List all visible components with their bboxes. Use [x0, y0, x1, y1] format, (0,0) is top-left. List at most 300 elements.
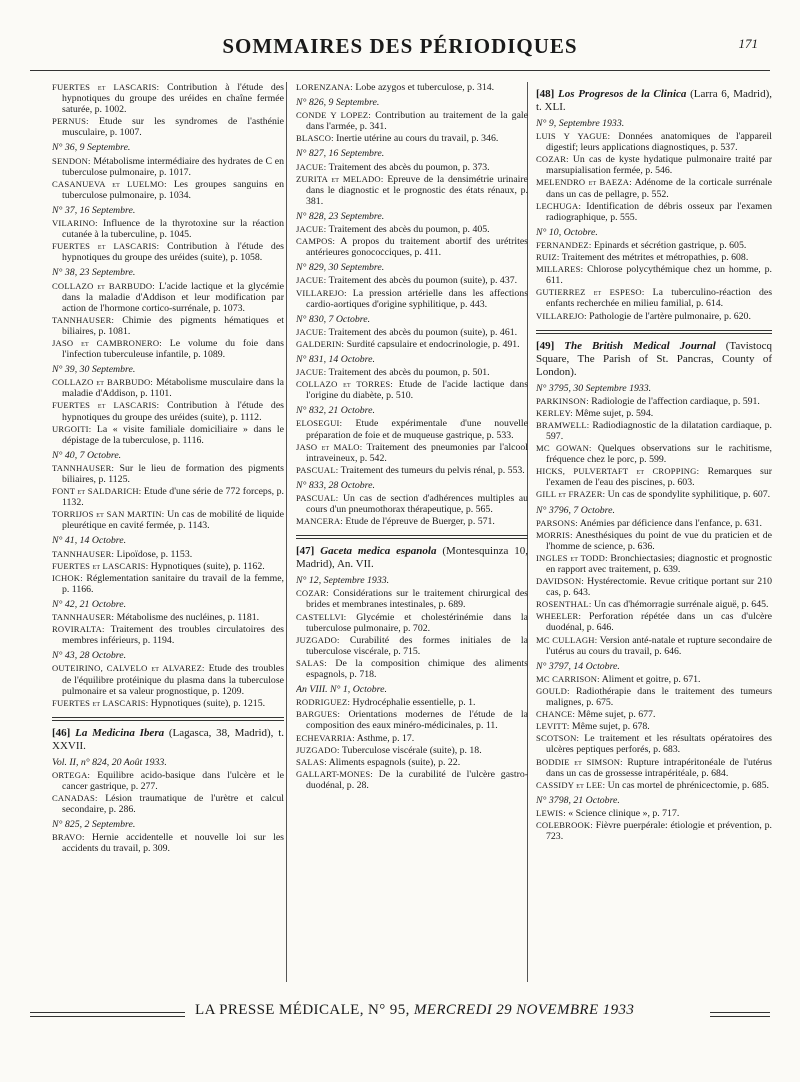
entry-title: Radiothérapie dans le traitement des tumeurs malignes, p. 675.	[546, 685, 772, 709]
column-1	[52, 82, 284, 982]
article-entry	[52, 698, 284, 709]
entry-title: Réglementation sanitaire du travail de la femme, p. 1166.	[62, 572, 284, 595]
article-entry	[296, 588, 528, 610]
entry-author: ROSENTHAL:	[536, 599, 592, 610]
entry-author: LEWIS:	[536, 807, 566, 818]
article-entry	[536, 264, 772, 286]
entry-title: Hystérectomie. Revue critique portant sur 210 cas, p. 643.	[546, 576, 772, 599]
entry-author: SALAS:	[296, 756, 327, 767]
article-entry	[536, 733, 772, 755]
entry-title: Sur le lieu de formation des pigments biliaires, p. 1125.	[62, 462, 284, 485]
entry-title: Les groupes sanguins en tuberculose pulmonaire, p. 1034.	[62, 178, 284, 201]
entry-title: Inertie utérine au cours du travail, p. 346.	[336, 133, 499, 145]
entry-author: JASO et MALO:	[296, 441, 363, 452]
entry-title: Traitement des métrites et métropathies, p. 608.	[561, 252, 749, 264]
journal-heading	[536, 340, 772, 379]
column-2	[296, 82, 528, 982]
article-entry	[52, 770, 284, 792]
issue-heading: N° 830, 7 Octobre.	[296, 313, 371, 325]
entry-author: PASCUAL:	[296, 493, 339, 503]
journal-heading	[52, 727, 284, 753]
issue-heading: N° 40, 7 Octobre.	[52, 449, 122, 461]
journal-address: (Tavistocq Square, The Parish of St. Pancras, County of London).	[536, 339, 772, 378]
journal-number: [49]	[536, 339, 555, 352]
entry-title: Hypnotiques (suite), p. 1215.	[150, 697, 266, 709]
entry-author: CASSIDY et LEE:	[536, 779, 606, 790]
entry-author: JASO et CAMBRONERO:	[52, 337, 162, 348]
issue-heading: N° 3797, 14 Octobre.	[536, 660, 620, 672]
entry-title: Identification de débris osseux par l'examen radiographique, p. 555.	[546, 200, 772, 223]
article-entry	[296, 658, 528, 680]
section-rule	[536, 330, 772, 334]
entry-title: De la composition chimique des aliments espagnols, p. 718.	[306, 657, 528, 681]
entry-title: Influence de la thyrotoxine sur la réaction cutanée à la tuberculine, p. 1045.	[62, 218, 284, 241]
article-entry	[296, 110, 528, 132]
journal-number: [48]	[536, 88, 555, 100]
entry-title: Adénome de la corticale surrénale dans un cas de pellagre, p. 552.	[546, 177, 772, 200]
article-entry	[296, 288, 528, 310]
article-entry	[52, 338, 284, 360]
article-entry	[296, 493, 528, 515]
entry-author: CANADAS:	[52, 793, 98, 804]
entry-author: GILL et FRAZER:	[536, 489, 606, 500]
entry-author: MC GOWAN:	[536, 443, 592, 454]
entry-title: Traitement des abcès du poumon, p. 405.	[328, 224, 490, 236]
entry-author: SENDON:	[52, 155, 91, 166]
entry-title: Métabolisme des nucléines, p. 1181.	[116, 612, 260, 624]
entry-author: BLASCO:	[296, 133, 334, 144]
article-entry	[536, 396, 772, 407]
entry-author: JACUE:	[296, 275, 327, 286]
article-entry	[52, 486, 284, 508]
issue-heading: N° 43, 28 Octobre.	[52, 650, 127, 662]
entry-author: CASANUEVA et LUELMO:	[52, 178, 167, 189]
issue-heading: N° 42, 21 Octobre.	[52, 598, 127, 610]
footer-date: MERCREDI 29 NOVEMBRE 1933	[413, 1002, 635, 1018]
entry-title: Etude de l'épreuve de Buerger, p. 571.	[345, 516, 495, 528]
entry-title: Curabilité des formes initiales de la tuberculose viscérale, p. 715.	[306, 634, 528, 657]
entry-title: Equilibre acido-basique dans l'ulcère et le cancer gastrique, p. 277.	[62, 769, 284, 792]
article-entry	[536, 686, 772, 708]
entry-title: De la curabilité de l'ulcère gastro-duodénal, p. 28.	[306, 768, 528, 791]
entry-title: Lobe azygos et tuberculose, p. 314.	[355, 82, 495, 93]
journal-heading	[296, 545, 528, 571]
issue-heading: N° 3798, 21 Octobre.	[536, 794, 620, 806]
entry-title: Version anté-natale et rupture secondaire de l'utérus au cours du travail, p. 646.	[546, 634, 772, 657]
footer-rule-right	[710, 1012, 770, 1017]
entry-title: Hydrocéphalie essentielle, p. 1.	[352, 697, 476, 709]
column-3	[536, 82, 772, 982]
issue-heading: N° 3795, 30 Septembre 1933.	[536, 382, 652, 394]
article-entry	[52, 509, 284, 531]
article-entry	[52, 82, 284, 115]
entry-author: JACUE:	[296, 224, 327, 235]
article-entry	[296, 733, 528, 744]
journal-address: (Montesquinza 10, Madrid), An. VII.	[296, 545, 528, 571]
entry-title: Métabolisme intermédiaire des hydrates de C en tuberculose pulmonaire, p. 1017.	[62, 155, 284, 178]
entry-title: Etude sur les syndromes de l'asthénie musculaire, p. 1007.	[62, 116, 284, 139]
entry-author: GALLART-MONES:	[296, 768, 373, 779]
article-entry	[52, 573, 284, 595]
entry-title: Un cas de kyste hydatique pulmonaire traité par marsupialisation fermée, p. 546.	[546, 154, 772, 177]
entry-title: « Science clinique », p. 717.	[568, 807, 680, 819]
article-entry	[52, 612, 284, 623]
issue-heading: N° 827, 16 Septembre.	[296, 148, 385, 160]
entry-author: FUERTES et LASCARIS:	[52, 697, 149, 708]
article-entry	[52, 793, 284, 815]
journal-address: (Lagasca, 38, Madrid), t. XXVII.	[52, 726, 284, 752]
article-entry	[52, 624, 284, 646]
issue-heading: N° 3796, 7 Octobre.	[536, 504, 615, 516]
article-entry	[52, 463, 284, 485]
entry-title: Un cas d'hémorragie surrénale aiguë, p. 645.	[593, 599, 769, 611]
entry-author: JUZGADO:	[296, 634, 340, 645]
entry-author: MELENDRO et BAEZA:	[536, 177, 632, 188]
entry-author: GUTIERREZ et ESPESO:	[536, 287, 645, 298]
entry-title: La pression artérielle dans les affections cardio-aortiques d'origine syphilitique, p. 443.	[306, 287, 528, 310]
entry-author: VILLAREJO:	[536, 310, 587, 321]
entry-author: VILLAREJO:	[296, 287, 347, 298]
page-title: SOMMAIRES DES PÉRIODIQUES	[222, 34, 578, 58]
entry-title: Le traitement et les résultats opératoires des ulcères peptiques perforés, p. 683.	[546, 733, 772, 756]
article-entry	[52, 281, 284, 314]
article-entry	[52, 116, 284, 138]
entry-author: JUZGADO:	[296, 744, 340, 755]
entry-title: Métabolisme musculaire dans la maladie d'Addison, p. 1101.	[62, 377, 284, 400]
entry-author: SALAS:	[296, 657, 327, 668]
entry-author: GALDERIN:	[296, 338, 345, 349]
article-entry	[296, 327, 528, 338]
entry-author: TORRIJOS et SAN MARTIN:	[52, 509, 165, 520]
entry-author: ELOSEGUI:	[296, 418, 343, 429]
article-entry	[536, 611, 772, 633]
entry-title: L'acide lactique et la glycémie dans la maladie d'Addison et leur modification par action de l'hormone cortico-surrénale, p. 1073.	[62, 280, 284, 314]
entry-title: Surdité capsulaire et endocrinologie, p. 491.	[346, 338, 520, 350]
entry-title: Fièvre puerpérale: étiologie et prévention, p. 723.	[546, 819, 772, 843]
entry-author: OUTEIRINO, CALVELO et ALVAREZ:	[52, 663, 205, 674]
entry-author: BARGUES:	[296, 709, 341, 720]
entry-author: MANCERA:	[296, 516, 343, 527]
entry-title: Traitement des troubles circulatoires des membres inférieurs, p. 1194.	[62, 624, 284, 647]
issue-heading: N° 10, Octobre.	[536, 226, 598, 238]
issue-heading: N° 12, Septembre 1933.	[296, 575, 390, 587]
entry-title: Quelques observations sur le rachitisme, fréquence chez le porc, p. 599.	[546, 443, 772, 466]
article-entry	[536, 489, 772, 500]
article-entry	[536, 576, 772, 598]
issue-heading: N° 826, 9 Septembre.	[296, 97, 380, 109]
entry-author: COLLAZO et BARBUDO:	[52, 377, 153, 388]
article-entry	[52, 424, 284, 446]
issue-heading: N° 37, 16 Septembre.	[52, 204, 136, 216]
issue-heading: Vol. II, n° 824, 20 Août 1933.	[52, 756, 167, 768]
article-entry	[536, 311, 772, 322]
article-entry	[536, 466, 772, 488]
entry-title: Chlorose polycythémique chez un homme, p. 611.	[546, 264, 772, 287]
entry-title: Anémies par déficience dans l'enfance, p. 631.	[579, 517, 762, 529]
article-entry	[536, 443, 772, 465]
section-rule	[296, 535, 528, 539]
entry-title: Même sujet, p. 677.	[577, 709, 656, 721]
article-entry	[52, 179, 284, 201]
entry-author: MILLARES:	[536, 264, 584, 275]
entry-author: LEVITT:	[536, 721, 570, 732]
article-entry	[536, 599, 772, 610]
article-entry	[296, 709, 528, 731]
entry-title: Bronchiectasies; diagnostic et prognostic en rapport avec traitement, p. 639.	[546, 552, 772, 575]
entry-title: Orientations modernes de l'étude de la composition des eaux minéro-médicinales, p. 11.	[306, 709, 528, 732]
entry-author: CONDE Y LOPEZ:	[296, 110, 371, 121]
article-entry	[536, 553, 772, 575]
article-entry	[536, 131, 772, 153]
entry-author: VILARINO:	[52, 218, 98, 229]
article-entry	[296, 275, 528, 286]
article-entry	[52, 241, 284, 263]
entry-title: Contribution à l'étude des hypnotiques du groupe des uréides en chaîne fermée saturée, p. 1002.	[62, 82, 284, 116]
entry-author: MORRIS:	[536, 529, 573, 540]
article-entry	[536, 177, 772, 199]
entry-title: Etude des troubles de l'équilibre protéinique du plasma dans la tuberculose pulmonaire et sa valeur prognostique, p. 1209.	[62, 663, 284, 697]
issue-heading: N° 831, 14 Octobre.	[296, 353, 375, 365]
article-entry	[536, 709, 772, 720]
entry-title: Pathologie de l'artère pulmonaire, p. 620.	[589, 310, 751, 322]
article-entry	[296, 339, 528, 350]
article-entry	[296, 174, 528, 207]
entry-title: Considérations sur le traitement chirurgical des brides et membranes intestinales, p. 689.	[306, 588, 528, 611]
issue-heading: An VIII. N° 1, Octobre.	[296, 684, 387, 696]
entry-title: A propos du traitement abortif des urétrites antérieures gonococciques, p. 411.	[306, 236, 528, 259]
entry-author: TANNHAUSER:	[52, 314, 115, 325]
article-entry	[52, 549, 284, 560]
issue-heading: N° 832, 21 Octobre.	[296, 405, 375, 417]
article-entry	[536, 757, 772, 779]
entry-title: Remarques sur l'examen de l'eau des piscines, p. 603.	[546, 466, 772, 489]
article-entry	[296, 612, 528, 634]
page-footer	[30, 1000, 770, 1026]
entry-title: Aliments espagnols (suite), p. 22.	[328, 756, 461, 768]
section-rule	[52, 717, 284, 721]
journal-name: Los Progresos de la Clinica	[558, 88, 687, 100]
entry-author: BODDIE et SIMSON:	[536, 756, 623, 767]
issue-heading: N° 38, 23 Septembre.	[52, 267, 136, 279]
entry-author: COLLAZO et BARBUDO:	[52, 280, 155, 291]
entry-author: CHANCE:	[536, 709, 576, 720]
issue-heading: N° 825, 2 Septembre.	[52, 819, 136, 831]
entry-title: Traitement des abcès du poumon, p. 373.	[328, 161, 490, 173]
article-entry	[296, 367, 528, 378]
entry-author: COLEBROOK:	[536, 819, 593, 830]
article-entry	[296, 516, 528, 527]
entry-author: MC CARRISON:	[536, 673, 600, 684]
entry-title: Epreuve de la densimétrie urinaire dans le diagnostic et le prognostic des états rénaux, p. 381.	[306, 173, 528, 207]
entry-author: ECHEVARRIA:	[296, 732, 355, 743]
issue-heading: N° 41, 14 Octobre.	[52, 535, 127, 547]
entry-author: DAVIDSON:	[536, 576, 584, 587]
entry-title: Hernie accidentelle et nouvelle loi sur les accidents du travail, p. 309.	[62, 832, 284, 855]
entry-author: FUERTES et LASCARIS:	[52, 400, 160, 411]
entry-author: PASCUAL:	[296, 464, 339, 475]
article-entry	[52, 561, 284, 572]
article-entry	[536, 635, 772, 657]
column-divider	[286, 82, 287, 982]
journal-name: Gaceta medica espanola	[320, 545, 437, 558]
entry-title: Données anatomiques de l'appareil digestif; leurs applications diagnostiques, p. 537.	[546, 131, 772, 154]
entry-author: ORTEGA:	[52, 769, 91, 780]
entry-title: Le volume du foie dans l'infection tuberculeuse infantile, p. 1089.	[62, 337, 284, 361]
article-entry	[296, 236, 528, 258]
article-entry	[536, 201, 772, 223]
article-entry	[296, 465, 528, 476]
entry-title: Etude d'une série de 772 forceps, p. 1132.	[62, 486, 284, 509]
article-entry	[296, 162, 528, 173]
entry-title: Anesthésiques du point de vue du praticien et de l'homme de science, p. 636.	[546, 529, 772, 552]
article-entry	[536, 240, 772, 251]
entry-author: FUERTES et LASCARIS:	[52, 82, 160, 92]
article-entry	[536, 518, 772, 529]
article-entry	[296, 379, 528, 401]
article-entry	[536, 420, 772, 442]
entry-title: Traitement des tumeurs du pelvis rénal, p. 553.	[340, 464, 525, 476]
article-entry	[536, 154, 772, 176]
entry-title: La tuberculino-réaction des enfants recherchée en milieu familial, p. 614.	[546, 287, 772, 310]
entry-title: Un cas de section d'adhérences multiples au cours d'un pneumothorax thérapeutique, p. 565.	[306, 493, 528, 516]
article-entry	[296, 442, 528, 464]
entry-title: Radiologie de l'affection cardiaque, p. 591.	[591, 395, 760, 407]
article-entry	[296, 82, 528, 93]
entry-author: BRAMWELL:	[536, 419, 590, 430]
article-entry	[536, 721, 772, 732]
issue-heading: N° 9, Septembre 1933.	[536, 118, 625, 129]
entry-author: INGLES et TODD:	[536, 552, 608, 563]
entry-title: Asthme, p. 17.	[356, 732, 415, 744]
entry-author: FUERTES et LASCARIS:	[52, 560, 149, 571]
article-entry	[296, 418, 528, 440]
entry-author: RODRIGUEZ:	[296, 697, 351, 708]
entry-author: LORENZANA:	[296, 82, 353, 92]
entry-author: PARKINSON:	[536, 395, 589, 406]
entry-title: Contribution à l'étude des hypnotiques du groupe des uréides (suite), p. 1058.	[62, 241, 284, 264]
entry-author: BRAVO:	[52, 832, 85, 843]
entry-title: Etude expérimentale d'une nouvelle préparation de foie et de muqueuse gastrique, p. 533.	[306, 418, 528, 441]
article-entry	[536, 408, 772, 419]
entry-author: RUIZ:	[536, 252, 560, 263]
entry-author: TANNHAUSER:	[52, 612, 115, 623]
entry-title: Etude de l'acide lactique dans l'origine du diabète, p. 510.	[306, 379, 528, 402]
journal-name: The British Medical Journal	[564, 339, 716, 352]
entry-title: Même sujet, p. 594.	[575, 407, 654, 419]
journal-number: [46]	[52, 726, 71, 739]
entry-title: Epinards et sécrétion gastrique, p. 605.	[593, 239, 747, 251]
journal-name: La Medicina Ibera	[75, 726, 165, 739]
entry-author: WHEELER:	[536, 611, 582, 622]
article-entry	[52, 400, 284, 422]
article-entry	[536, 252, 772, 263]
entry-author: COZAR:	[296, 588, 329, 599]
footer-text	[195, 1002, 634, 1019]
entry-title: Contribution au traitement de la gale dans l'armée, p. 341.	[306, 110, 528, 133]
entry-author: HICKS, PULVERTAFT et CROPPING:	[536, 466, 700, 477]
entry-title: Hypnotiques (suite), p. 1162.	[150, 560, 265, 572]
entry-author: TANNHAUSER:	[52, 548, 115, 559]
journal-address: (Larra 6, Madrid), t. XLI.	[536, 88, 772, 113]
entry-author: PARSONS:	[536, 517, 578, 528]
entry-author: JACUE:	[296, 367, 327, 378]
entry-author: JACUE:	[296, 326, 327, 337]
entry-title: Radiodiagnostic de la dilatation cardiaque, p. 597.	[546, 419, 772, 442]
entry-title: Perforation répétée dans un cas d'ulcère duodénal, p. 646.	[546, 611, 772, 634]
entry-author: MC CULLAGH:	[536, 634, 598, 645]
entry-title: Un cas de spondylite syphilitique, p. 607.	[607, 489, 771, 501]
entry-title: Aliment et goitre, p. 671.	[601, 673, 701, 685]
entry-title: Traitement des abcès du poumon (suite), p. 461.	[328, 326, 518, 338]
journal-heading	[536, 88, 772, 114]
entry-title: Rupture intrapéritonéale de l'utérus dans un cas de grossesse intrapéritéale, p. 684.	[546, 756, 772, 779]
article-entry	[296, 769, 528, 791]
entry-author: FONT et SALDARICH:	[52, 486, 142, 497]
article-entry	[52, 377, 284, 399]
article-entry	[296, 133, 528, 144]
entry-author: COZAR:	[536, 154, 569, 165]
entry-author: ZURITA et MELADO:	[296, 173, 384, 184]
entry-author: SCOTSON:	[536, 733, 580, 744]
article-entry	[296, 697, 528, 708]
article-entry	[52, 663, 284, 696]
journal-number: [47]	[296, 545, 315, 558]
entry-author: CASTELLVI:	[296, 611, 347, 622]
entry-title: La « visite familiale domiciliaire » dans le dépistage de la tuberculose, p. 1116.	[62, 423, 284, 446]
entry-author: JACUE:	[296, 161, 327, 172]
issue-heading: N° 39, 30 Septembre.	[52, 364, 136, 376]
footer-journal: LA PRESSE MÉDICALE, N° 95,	[195, 1002, 410, 1018]
entry-title: Traitement des abcès du poumon (suite), p. 437.	[328, 275, 518, 287]
article-entry	[52, 315, 284, 337]
entry-author: ROVIRALTA:	[52, 624, 105, 635]
article-entry	[536, 808, 772, 819]
entry-title: Un cas de mobilité de liquide pleurétique en cavité fermée, p. 1143.	[62, 509, 284, 532]
article-entry	[296, 635, 528, 657]
issue-heading: N° 828, 23 Septembre.	[296, 210, 385, 222]
article-entry	[296, 757, 528, 768]
issue-heading: N° 833, 28 Octobre.	[296, 479, 375, 491]
columns-container	[30, 82, 770, 982]
entry-author: LUIS Y YAGUE:	[536, 131, 611, 142]
entry-title: Même sujet, p. 678.	[571, 721, 650, 733]
page-header	[30, 28, 770, 68]
entry-author: FUERTES et LASCARIS:	[52, 241, 160, 252]
entry-title: Tuberculose viscérale (suite), p. 18.	[341, 744, 482, 756]
entry-author: ICHOK:	[52, 572, 83, 583]
issue-heading: N° 36, 9 Septembre.	[52, 142, 131, 154]
entry-title: Traitement des pneumonies par l'alcool intraveineux, p. 542.	[306, 441, 528, 464]
entry-title: Lipoïdose, p. 1153.	[116, 548, 193, 560]
entry-author: KERLEY:	[536, 407, 573, 418]
entry-title: Lésion traumatique de l'urètre et calcul secondaire, p. 286.	[62, 793, 284, 816]
entry-title: Un cas mortel de phrénicectomie, p. 685.	[607, 779, 769, 791]
entry-title: Contribution à l'étude des hypnotiques du groupe des uréides (suite), p. 1112.	[62, 400, 284, 423]
article-entry	[536, 530, 772, 552]
article-entry	[296, 224, 528, 235]
article-entry	[536, 287, 772, 309]
entry-title: Glycémie et cholestérinémie dans la tuberculose pulmonaire, p. 702.	[306, 611, 528, 634]
article-entry	[536, 780, 772, 791]
entry-author: FERNANDEZ:	[536, 239, 592, 250]
article-entry	[52, 832, 284, 854]
footer-rule-left	[30, 1012, 185, 1017]
issue-heading: N° 829, 30 Septembre.	[296, 262, 385, 274]
header-rule	[30, 70, 770, 71]
entry-author: LECHUGA:	[536, 200, 582, 211]
entry-author: TANNHAUSER:	[52, 462, 115, 473]
entry-author: COLLAZO et TORRES:	[296, 379, 393, 390]
